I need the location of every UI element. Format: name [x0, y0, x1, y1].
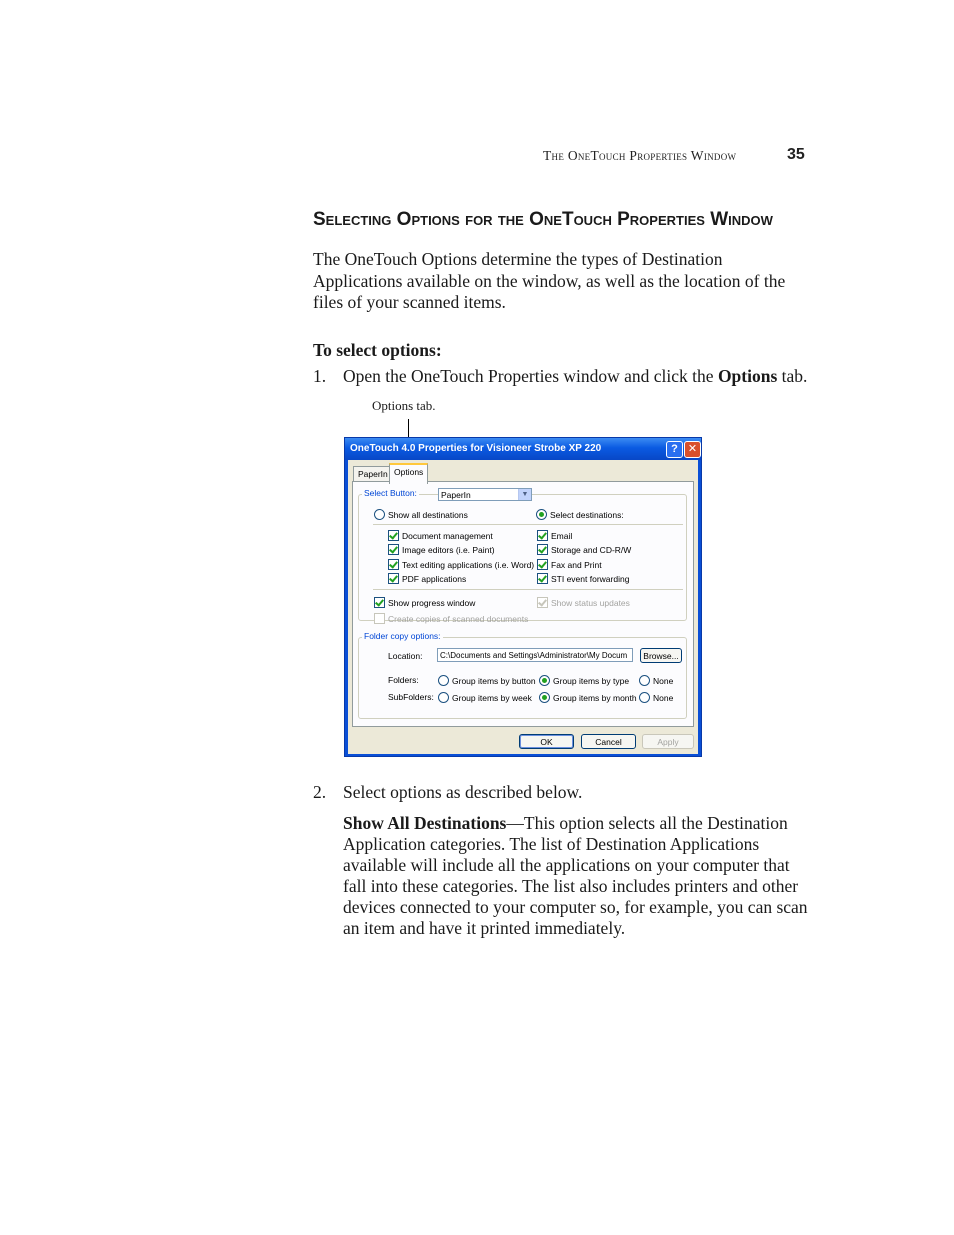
- create-copies-label: Create copies of scanned documents: [388, 614, 529, 624]
- procedure-heading: To select options:: [313, 340, 442, 360]
- radio-off-icon: [438, 692, 449, 703]
- help-icon[interactable]: ?: [666, 441, 683, 458]
- ok-button[interactable]: OK: [519, 734, 574, 749]
- properties-dialog: [344, 437, 702, 757]
- radio-label: Group items by type: [553, 676, 630, 686]
- show-progress-window-label: Show progress window: [388, 598, 476, 608]
- dest-label: Email: [551, 531, 573, 541]
- step-1-number: 1.: [313, 366, 327, 386]
- divider: [373, 524, 683, 525]
- location-input[interactable]: C:\Documents and Settings\Administrator\My Docum: [437, 648, 633, 662]
- folders-none-radio[interactable]: [639, 675, 673, 687]
- checkbox-checked-icon: [537, 559, 548, 570]
- location-label: Location:: [388, 651, 423, 661]
- radio-label: None: [653, 676, 674, 686]
- subfolders-none-radio[interactable]: [639, 692, 673, 704]
- folders-label: Folders:: [388, 675, 419, 685]
- radio-label: Group items by week: [452, 693, 532, 703]
- checkbox-checked-icon: [388, 573, 399, 584]
- dest-label: Fax and Print: [551, 560, 602, 570]
- create-copies-checkbox: [374, 613, 528, 625]
- dialog-client: [348, 460, 698, 754]
- radio-off-icon: [639, 692, 650, 703]
- running-header: The OneTouch Properties Window: [543, 148, 737, 163]
- folder-copy-label: Folder copy options:: [364, 631, 441, 641]
- section-title: Selecting Options for the OneTouch Properties Window: [313, 209, 773, 230]
- folders-group-by-type-radio[interactable]: [539, 675, 629, 687]
- show-progress-window-checkbox[interactable]: [374, 597, 475, 609]
- checkbox-checked-icon: [537, 573, 548, 584]
- checkbox-checked-icon: [388, 559, 399, 570]
- select-button-value: PaperIn: [441, 490, 471, 500]
- step-1-post: tab.: [777, 366, 808, 386]
- show-all-bold: Show All Destinations: [343, 813, 507, 833]
- dest-label: STI event forwarding: [551, 574, 630, 584]
- checkbox-checked-icon: [374, 597, 385, 608]
- dest-label: Storage and CD-R/W: [551, 545, 632, 555]
- callout-options-tab: Options tab.: [372, 398, 436, 413]
- dest-text-editing[interactable]: [388, 559, 534, 571]
- dest-storage[interactable]: [537, 544, 631, 556]
- select-destinations-radio[interactable]: [536, 509, 624, 521]
- dest-pdf-applications[interactable]: [388, 573, 466, 585]
- radio-label: Group items by button: [452, 676, 536, 686]
- subfolders-label: SubFolders:: [388, 692, 434, 702]
- dest-label: Text editing applications (i.e. Word): [402, 560, 535, 570]
- radio-on-icon: [539, 692, 550, 703]
- intro-paragraph: The OneTouch Options determine the types of Destination Applications available on the window, as well as the location of the files of your scanned items.: [313, 249, 786, 312]
- step-2-number: 2.: [313, 782, 327, 802]
- dest-document-management[interactable]: [388, 530, 493, 542]
- show-all-destinations-paragraph: [343, 813, 813, 939]
- show-status-updates-checkbox: [537, 597, 630, 609]
- select-button-label: Select Button:: [364, 488, 417, 498]
- apply-button: Apply: [642, 734, 694, 749]
- subfolders-group-by-month-radio[interactable]: [539, 692, 637, 704]
- divider: [373, 589, 683, 590]
- step-1-bold: Options: [717, 366, 778, 386]
- dialog-titlebar: [345, 438, 701, 460]
- chevron-down-icon[interactable]: ▼: [518, 489, 531, 500]
- step-1-text: [343, 366, 818, 387]
- dest-label: Document management: [402, 531, 493, 541]
- tab-options[interactable]: Options: [389, 463, 428, 484]
- radio-off-icon: [374, 509, 385, 520]
- checkbox-checked-icon: [388, 530, 399, 541]
- radio-on-icon: [539, 675, 550, 686]
- cancel-button[interactable]: Cancel: [581, 734, 636, 749]
- close-icon[interactable]: ✕: [684, 441, 701, 458]
- radio-on-icon: [536, 509, 547, 520]
- show-status-updates-label: Show status updates: [551, 598, 630, 608]
- checkbox-disabled-icon: [374, 613, 385, 624]
- dest-label: Image editors (i.e. Paint): [402, 545, 495, 555]
- dialog-title: OneTouch 4.0 Properties for Visioneer Strobe XP 220: [350, 443, 602, 454]
- show-all-text: —This option selects all the Destination Application categories. The list of Destination Applications available will include all the applications on your computer that fall into these categories. The list also includes printers and other devices connected to your computer so, for example, you can scan an item and have it printed immediately.: [343, 813, 808, 938]
- dest-image-editors[interactable]: [388, 544, 495, 556]
- dest-sti-event[interactable]: [537, 573, 629, 585]
- options-tab-panel: [352, 481, 694, 727]
- step-1-pre: Open the OneTouch Properties window and click the: [343, 366, 718, 386]
- radio-off-icon: [438, 675, 449, 686]
- radio-label: None: [653, 693, 674, 703]
- show-all-destinations-radio[interactable]: [374, 509, 468, 521]
- radio-label: Group items by month: [553, 693, 637, 703]
- show-all-destinations-label: Show all destinations: [388, 510, 468, 520]
- checkbox-checked-icon: [388, 544, 399, 555]
- select-destinations-label: Select destinations:: [550, 510, 624, 520]
- subfolders-group-by-week-radio[interactable]: [438, 692, 532, 704]
- checkbox-checked-icon: [537, 530, 548, 541]
- checkbox-disabled-icon: [537, 597, 548, 608]
- dest-label: PDF applications: [402, 574, 467, 584]
- page-number: 35: [787, 146, 805, 163]
- folders-group-by-button-radio[interactable]: [438, 675, 536, 687]
- checkbox-checked-icon: [537, 544, 548, 555]
- dest-fax-print[interactable]: [537, 559, 602, 571]
- radio-off-icon: [639, 675, 650, 686]
- tab-paperin[interactable]: PaperIn: [353, 466, 393, 482]
- browse-button[interactable]: Browse...: [640, 648, 682, 663]
- step-2-text: Select options as described below.: [343, 782, 583, 802]
- dest-email[interactable]: [537, 530, 572, 542]
- select-button-dropdown[interactable]: [438, 488, 532, 501]
